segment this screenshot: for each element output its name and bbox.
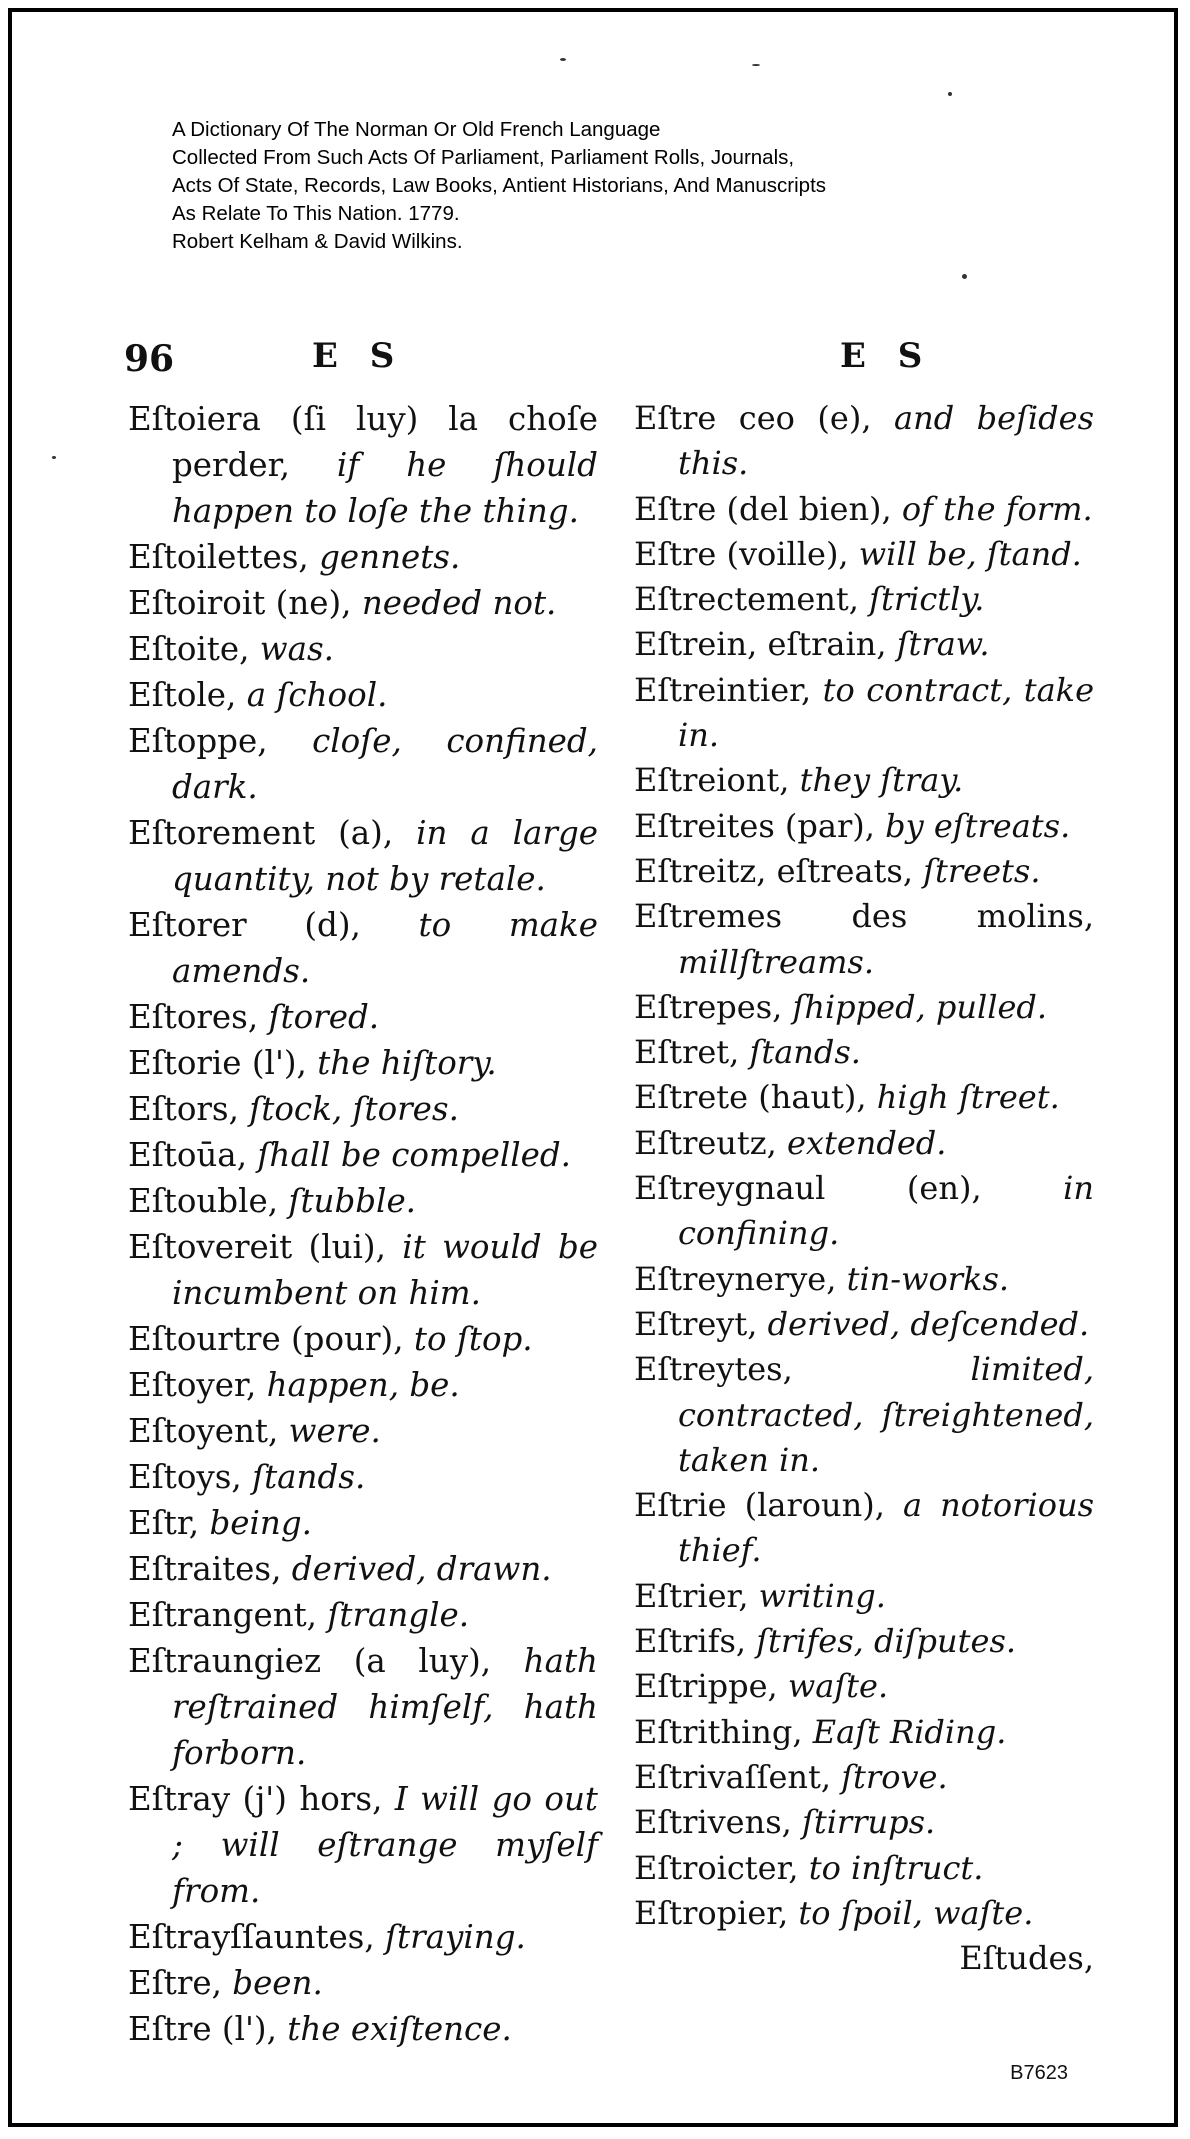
headword: Eſtorer (d), [128,906,361,944]
headword: Eſtrivens, [634,1803,792,1842]
dictionary-entry [634,1574,1094,1619]
headword: Eſtr, [128,1504,200,1542]
headword: Eſtrein, eſtrain, [634,625,887,664]
dictionary-entry [634,1302,1094,1347]
dictionary-entry [128,1914,598,1960]
headword: Eſtovereit (lui), [128,1228,386,1266]
dictionary-entry [128,1316,598,1362]
headword: Eſtremes des molins, [634,897,1094,936]
dictionary-entry [128,396,598,534]
headword: Eſtorement (a), [128,814,394,852]
scan-speck [948,92,952,96]
definition: ſtored. [268,998,380,1036]
definition: needed not. [361,584,557,622]
headword: Eſtoūa, [128,1136,248,1174]
definition: ſhipped, pulled. [792,987,1048,1026]
definition: derived, drawn. [291,1550,552,1588]
headword: Eſtroicter, [634,1848,799,1887]
dictionary-entry [634,758,1094,803]
headword: Eſtrithing, [634,1712,803,1751]
dictionary-entry [128,1776,598,1914]
authors-line: Robert Kelham & David Wilkins. [172,230,463,253]
headword: Eſtrifs, [634,1622,747,1661]
headword: Eſtors, [128,1090,239,1128]
headword: Eſtrivaſſent, [634,1757,832,1796]
definition: a notorious thief. [678,1486,1094,1570]
dictionary-entry [634,804,1094,849]
definition: ſtrangle. [327,1596,470,1634]
headword: Eſtreitz, eſtreats, [634,851,913,890]
dictionary-entry [128,1362,598,1408]
dictionary-entry [128,1454,598,1500]
headword: Eſtraites, [128,1550,282,1588]
definition: were. [288,1412,381,1450]
page-number: 96 [124,338,175,380]
definition: happen, be. [266,1366,460,1404]
headword: Eſtreites (par), [634,806,875,845]
headword: Eſtre (voille), [634,534,849,573]
headword: Eſtoiera (ſi luy) la choſe perder, [128,400,598,484]
dictionary-entry [634,1121,1094,1166]
dictionary-entry [128,810,598,902]
definition: ſtands. [252,1458,366,1496]
definition: ſtubble. [288,1182,417,1220]
running-head [12,330,1182,380]
headword: Eſtreutz, [634,1123,777,1162]
scanned-page [8,8,1178,2127]
definition: it would be incumbent on him. [172,1228,598,1312]
dictionary-entry [128,1086,598,1132]
headword: Eſtre ceo (e), [634,399,872,437]
definition: limited, contracted, ſtreightened, taken in. [678,1350,1094,1479]
headword: Eſtourtre (pour), [128,1320,404,1358]
dictionary-entry [128,902,598,994]
dictionary-entry [128,1638,598,1776]
dictionary-entry [634,1619,1094,1664]
dictionary-entry [128,718,598,810]
dictionary-entry [634,668,1094,759]
dictionary-entry [634,1846,1094,1891]
dictionary-entry [634,1483,1094,1574]
definition: extended. [786,1123,947,1162]
dictionary-entry [128,1592,598,1638]
dictionary-entry [634,849,1094,894]
headword: Eſtreytes, [634,1350,793,1389]
definition: being. [209,1504,312,1542]
dictionary-entry [128,1500,598,1546]
dictionary-entry [128,994,598,1040]
dictionary-entry [128,1546,598,1592]
running-head-left: E S [312,336,405,376]
definition: ſtreets. [923,851,1041,890]
definition: Eaſt Riding. [812,1712,1007,1751]
definition: ſtirrups. [801,1803,936,1842]
dictionary-entry [128,534,598,580]
definition: a ſchool. [246,676,388,714]
left-column [128,396,598,2052]
headword: Eſtrayſſauntes, [128,1918,375,1956]
catchword: Eſtudes, [959,1939,1094,1978]
scan-speck [962,274,967,279]
title-line: A Dictionary Of The Norman Or Old French Language [172,118,661,141]
dictionary-entry [634,1347,1094,1483]
headword: Eſtre, [128,1964,222,2002]
headword: Eſtreyt, [634,1304,758,1343]
headword: Eſtoyent, [128,1412,279,1450]
headword: Eſtoite, [128,630,250,668]
dictionary-entry [634,1166,1094,1257]
headword: Eſtrectement, [634,580,859,619]
headword: Eſtrete (haut), [634,1078,867,1117]
headword: Eſtrepes, [634,987,783,1026]
definition: been. [232,1964,323,2002]
headword: Eſtreygnaul (en), [634,1169,982,1208]
definition: ſtrictly. [869,580,985,619]
definition: if he ſhould happen to loſe the thing. [172,446,598,530]
dictionary-entry [128,1040,598,1086]
definition: they ſtray. [799,761,964,800]
definition: high ſtreet. [876,1078,1060,1117]
dictionary-entry [634,894,1094,985]
definition: hath reſtrained himſelf, hath forborn. [172,1642,598,1772]
dictionary-entry [634,1710,1094,1755]
headword: Eſtray (j') hors, [128,1780,383,1818]
headword: Eſtreiont, [634,761,790,800]
definition: to ſpoil, waſte. [798,1893,1034,1932]
headword: Eſtropier, [634,1893,789,1932]
right-column [634,396,1094,1981]
headword: Eſtoilettes, [128,538,309,576]
dictionary-entry [634,1800,1094,1845]
definition: of the form. [901,489,1093,528]
headword: Eſtoppe, [128,722,268,760]
definition: in confining. [678,1169,1095,1253]
definition: ſtraw. [896,625,990,664]
definition: was. [259,630,334,668]
headword: Eſtraungiez (a luy), [128,1642,492,1680]
dictionary-entry [128,2006,598,2052]
definition: gennets. [319,538,461,576]
definition: in a large quantity, not by retale. [172,814,598,898]
definition: and beſides this. [678,399,1095,483]
definition: writing. [758,1576,886,1615]
running-head-right: E S [840,336,933,376]
dictionary-entry [634,1891,1094,1936]
definition: ſtrove. [841,1757,948,1796]
headword: Eſtreintier, [634,670,812,709]
definition: ſtock, ſtores. [249,1090,459,1128]
scan-speck [52,456,56,459]
dictionary-entry [128,672,598,718]
headword: Eſtoys, [128,1458,242,1496]
dictionary-entry [128,1408,598,1454]
headword: Eſtreynerye, [634,1259,837,1298]
dictionary-entry [634,1030,1094,1075]
headword: Eſtrangent, [128,1596,318,1634]
headword: Eſtret, [634,1033,740,1072]
dictionary-entry [634,396,1094,487]
definition: tin-works. [846,1259,1010,1298]
definition: ſhall be compelled. [257,1136,571,1174]
dictionary-entry [128,580,598,626]
definition: by eſtreats. [885,806,1071,845]
definition: to contract, take in. [678,670,1094,755]
headword: Eſtores, [128,998,259,1036]
definition: the hiſtory. [317,1044,497,1082]
definition: derived, deſcended. [767,1304,1090,1343]
dictionary-entry [634,985,1094,1030]
dictionary-entry [128,626,598,672]
definition: ſtrifes, diſputes. [756,1622,1017,1661]
headword: Eſtoyer, [128,1366,257,1404]
headword: Eſtouble, [128,1182,279,1220]
headword: Eſtrippe, [634,1667,778,1706]
definition: waſte. [787,1667,889,1706]
definition: ſtands. [749,1033,861,1072]
scan-speck [752,64,760,66]
dictionary-entry [128,1224,598,1316]
dictionary-entry [634,577,1094,622]
headword: Eſtre (l'), [128,2010,277,2048]
definition: millſtreams. [678,942,874,981]
definition: to make amends. [172,906,598,990]
dictionary-entry [634,532,1094,577]
dictionary-entry [128,1960,598,2006]
scan-speck [560,58,566,61]
headword: Eſtre (del bien), [634,489,892,528]
dictionary-entry [128,1178,598,1224]
title-line: Collected From Such Acts Of Parliament, Parliament Rolls, Journals, [172,146,795,169]
dictionary-entry [634,1257,1094,1302]
catalog-stamp: B7623 [1010,2062,1068,2084]
definition: I will go out ; will eſtrange myſelf from. [172,1780,598,1910]
dictionary-entry [634,1075,1094,1120]
headword: Eſtoiroit (ne), [128,584,352,622]
dictionary-entry [634,622,1094,667]
definition: the exiſtence. [287,2010,512,2048]
definition: to ſtop. [413,1320,533,1358]
dictionary-entry [128,1132,598,1178]
definition: will be, ſtand. [858,534,1082,573]
headword: Eſtrie (laroun), [634,1486,885,1525]
dictionary-entry [634,1755,1094,1800]
title-line: As Relate To This Nation. 1779. [172,202,460,225]
headword: Eſtorie (l'), [128,1044,307,1082]
definition: cloſe, confined, dark. [172,722,598,806]
title-line: Acts Of State, Records, Law Books, Antient Historians, And Manuscripts [172,174,827,197]
title-block [172,116,826,256]
headword: Eſtole, [128,676,237,714]
headword: Eſtrier, [634,1576,749,1615]
definition: ſtraying. [385,1918,526,1956]
dictionary-entry [634,487,1094,532]
definition: to inſtruct. [808,1848,984,1887]
dictionary-entry [634,1664,1094,1709]
